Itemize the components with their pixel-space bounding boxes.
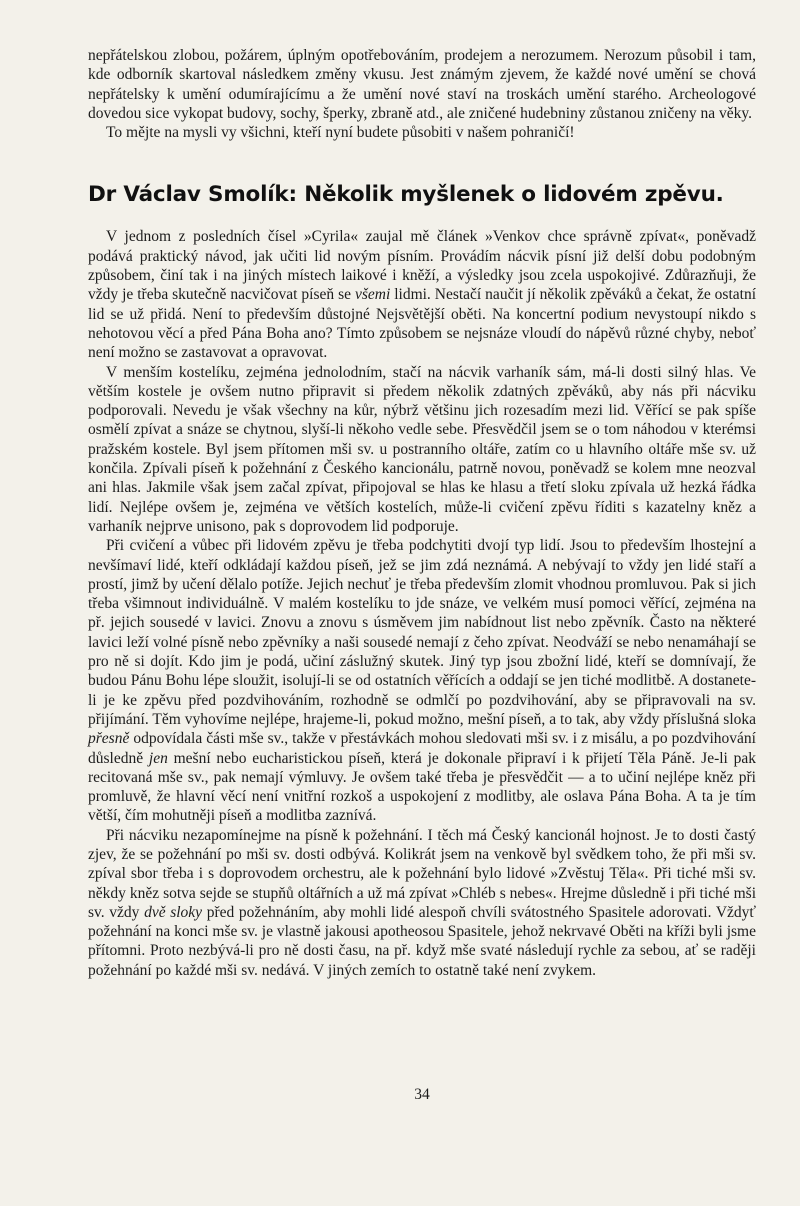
article-paragraph-1	[88, 227, 756, 362]
page	[88, 0, 757, 1103]
article-title: Dr Václav Smolík: Několik myšlenek o lidovém zpěvu.	[88, 182, 724, 208]
emphasis: přesně	[88, 730, 130, 748]
emphasis: jen	[148, 749, 168, 767]
article-paragraph-4	[88, 826, 756, 980]
intro-section	[88, 46, 756, 142]
emphasis: dvě sloky	[144, 903, 203, 921]
text-run: před požehnáním, aby mohli lidé alespoň chvíli svátostného Spasitele adorovati. Vždyť požehnání na konci mše sv. je vlastně jakousi apotheosou Spasitele, jehož nekrvavé Oběti na kříži byli jsme přítomni. Proto nezbývá-li pro ně dosti času, na př. když mše svaté následují rychle za sebou, ať se raději požehnání po každé mši sv. nedává. V jiných zemích to ostatně také není zvykem.	[88, 903, 757, 979]
text-run: lidmi. Nestačí naučit jí několik zpěváků a čekat, že ostatní lid se už přidá. Není to především důstojné Nejsvětější oběti. Na koncertní podium nevystoupí nikdo s nehotovou věcí a před Pána Boha ano? Tímto způsobem se nejsnáze vloudí do nápěvů různé chyby, neboť není možno se zastavovat a opravovat.	[88, 286, 757, 362]
article-body	[88, 227, 756, 980]
page-number: 34	[414, 1086, 430, 1103]
text-run: Při nácviku nezapomínejme na písně k požehnání. I těch má Český kancionál hojnost. Je to dosti častý zjev, že se požehnání po mši sv. dosti odbývá. Kolikrát jsem na venkově byl svědkem toho, že při mši sv. zpíval sbor třeba i s doprovodem orchestru, ale k požehnání bylo lidové »Zvěstuj Těla«. Při tiché mši sv. někdy kněz sotva sejde se stupňů oltářních a už má zpívat »Chléb s nebes«. Hrejme důsledně i při tiché mši sv. vždy	[88, 826, 756, 921]
intro-paragraph-1: nepřátelskou zlobou, požárem, úplným opotřebováním, prodejem a nerozumem. Nerozum působil i tam, kde odborník skartoval následkem změny vkusu. Jest známým zjevem, že každé nové umění se chová nepřátelsky k umění odumírajícímu a že umění nové staví na troskách umění starého. Archeologové dovedou sice vykopat budovy, sochy, šperky, zbraně atd., ale zničené hudebniny zůstanou zničeny na věky.	[88, 47, 756, 122]
intro-paragraph-2: To mějte na mysli vy všichni, kteří nyní budete působiti v našem pohraničí!	[106, 124, 575, 142]
text-run: V jednom z posledních čísel »Cyrila« zaujal mě článek »Venkov chce správně zpívat«, poněvadž podává praktický návod, jak učiti lid novým písním. Provádím nácvik písní již delší dobu podobným způsobem, činí tak i na jiných místech laikové i kněží, a výsledky jsou zcela uspokojivé. Zdůrazňuji, že vždy je třeba skutečně nacvičovat píseň se	[88, 228, 756, 304]
text-run: odpovídala části mše sv., takže v přestávkách mohou sledovati mši sv. i z misálu, a po pozdvihování důsledně	[88, 730, 756, 767]
text-run: mešní nebo eucharistickou píseň, která je dokonale připraví i k přijetí Těla Páně. Je-li pak recitovaná mše sv., pak nemají výmluvy. Je ovšem také třeba je přesvědčit — a to učiní nejlépe kněz při promluvě, že hlavní věcí není vnitřní rozkoš a uspokojení z modlitby, ale oslava Pána Boha. A ta je tím větší, čím mohutněji píseň a modlitba zaznívá.	[88, 749, 757, 825]
article-paragraph-3	[88, 536, 756, 825]
text-run: Při cvičení a vůbec při lidovém zpěvu je třeba podchytiti dvojí typ lidí. Jsou to především lhostejní a nevšímaví lidé, kteří odkládají každou píseň, jež se jim zdá neznámá. A nebývají to vždy jen lidé staří a prostí, jimž by učení dělalo potíže. Jejich nechuť je třeba především zlomit vhodnou promluvou. Pak si jich třeba všimnout individuálně. V malém kostelíku to jde snáze, ve velkém musí pomoci věřící, zejména na př. jejich sousedé v lavici. Znovu a znovu s úsměvem jim nabídnout list nebo zpěvník. Často na některé lavici leží volné písně nebo zpěvníky a naši sousedé nemají z čeho zpívat. Neodváží se nebo nenamáhají se pro ně si dojít. Kdo jim je podá, učiní záslužný skutek. Jiný typ jsou zbožní lidé, kteří se domnívají, že budou Pánu Bohu lépe sloužit, isolují-li se od ostatních věřících a oddají se jen tiché modlitbě. A dostanete-li je ke zpěvu před pozdvihováním, rozhodně se odmlčí po pozdvihování, aby se připravovali na sv. přijímání. Těm vyhovíme nejlépe, hrajeme-li, pokud možno, mešní píseň, a to tak, aby vždy příslušná sloka	[88, 537, 756, 728]
emphasis: všemi	[354, 286, 391, 304]
article-paragraph-2: V menším kostelíku, zejména jednolodním, stačí na nácvik varhaník sám, má-li dosti silný hlas. Ve větším kostele je ovšem nutno připravit si předem několik zdatných zpěváků, aby nás při nácviku podporovali. Nevedu je však všechny na kůr, nýbrž většinu jich rozesadím mezi lid. Věřící se pak spíše osmělí zpívat a snáze se chytnou, slyší-li někoho vedle sebe. Přesvědčil jsem se o tom náhodou v kterémsi pražském kostele. Byl jsem přítomen mši sv. u postranního oltáře, zatím co u hlavního oltáře mše sv. už končila. Zpívali píseň k požehnání z Českého kancionálu, patrně novou, poněvadž se kolem mne neozval ani hlas. Jakmile však jsem začal zpívat, připojoval se hlas ke hlasu a třetí sloku zpívala už hezká řádka lidí. Nejlépe ovšem je, zejména ve větších kostelích, může-li cvičení zpěvu říditi s kazatelny kněz a varhaník nejprve unisono, pak s doprovodem lid podporuje.	[88, 363, 756, 535]
